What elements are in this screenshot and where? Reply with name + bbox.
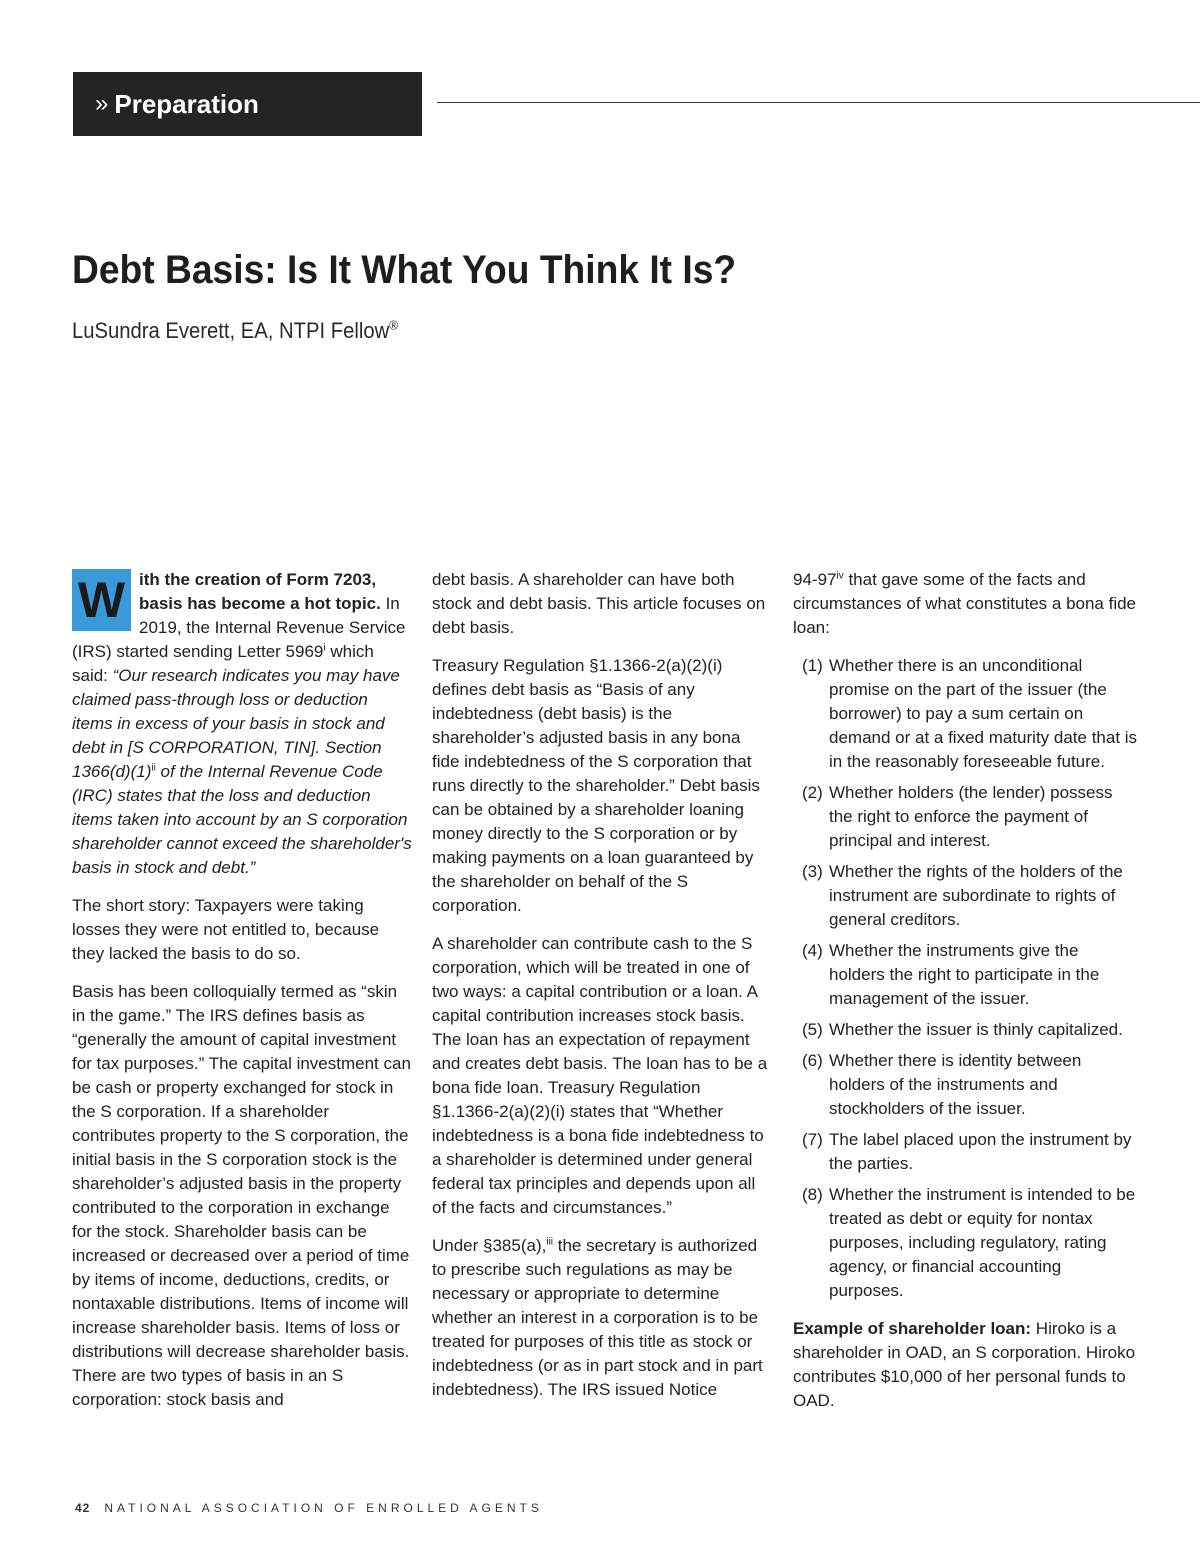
list-item: [793, 939, 1138, 1011]
example-paragraph: [793, 1317, 1138, 1413]
paragraph-text: that gave some of the facts and circumstances of what constitutes a bona fide loan:: [793, 570, 1137, 637]
list-text: The label placed upon the instrument by the parties.: [829, 1130, 1132, 1173]
section-tab: [73, 72, 422, 136]
paragraph-text: Under §385(a),: [432, 1236, 547, 1255]
paragraph-text: the secretary is authorized to prescribe such regulations as may be necessary or appropriate to determine whether an interest in a corporation is to be treated for purposes of this title as stock or indebtedness (or as in part stock and in part indebtedness). The IRS issued Notice: [432, 1236, 763, 1399]
list-text: Whether the rights of the holders of the instrument are subordinate to rights of general creditors.: [829, 862, 1123, 929]
lead-in: ith the creation of Form 7203, basis has become a hot topic.: [139, 570, 381, 613]
list-item: [793, 1183, 1138, 1303]
page-number: 42: [75, 1501, 91, 1515]
list-text: Whether the issuer is thinly capitalized.: [829, 1020, 1123, 1039]
list-item: [793, 860, 1138, 932]
publication-name: NATIONAL ASSOCIATION OF ENROLLED AGENTS: [104, 1501, 543, 1515]
column-1: [72, 568, 412, 1426]
list-number: (2): [802, 783, 823, 802]
example-text: Hiroko is a shareholder in OAD, an S corporation. Hiroko contributes $10,000 of her personal funds to OAD.: [793, 1319, 1136, 1410]
criteria-list: [793, 654, 1138, 1303]
header-rule: [437, 102, 1200, 103]
column-3: [793, 568, 1138, 1427]
intro-text: which said:: [72, 642, 374, 685]
footnote-ref: ii: [151, 762, 156, 774]
intro-text: In 2019, the Internal Revenue Service (IRS) started sending Letter 5969: [72, 594, 406, 661]
list-number: (8): [802, 1185, 823, 1204]
article-title: Debt Basis: Is It What You Think It Is?: [72, 248, 737, 292]
list-text: Whether the instrument is intended to be treated as debt or equity for nontax purposes, including regulatory, rating agency, or financial accounting purposes.: [829, 1185, 1136, 1300]
list-item: [793, 654, 1138, 774]
author-name: LuSundra Everett, EA, NTPI Fellow: [72, 318, 390, 343]
list-text: Whether there is an unconditional promise on the part of the issuer (the borrower) to pay a sum certain on demand or at a fixed maturity date that is in the reasonably foreseeable future.: [829, 656, 1138, 771]
paragraph-text: 94-97: [793, 570, 837, 589]
drop-cap: W: [72, 569, 131, 631]
letter-quote: of the Internal Revenue Code (IRC) states that the loss and deduction items taken into account by an S corporation shareholder cannot exceed the shareholder's basis in stock and debt.”: [72, 762, 412, 877]
footnote-ref: iii: [546, 1236, 554, 1248]
paragraph: Treasury Regulation §1.1366-2(a)(2)(i) defines debt basis as “Basis of any indebtedness (debt basis) is the shareholder’s adjusted basis in any bona fide indebtedness of the S corporation that runs directly to the shareholder.” Debt basis can be obtained by a shareholder loaning money directly to the S corporation or by making payments on a loan guaranteed by the shareholder on behalf of the S corporation.: [432, 656, 760, 915]
footnote-ref: iv: [836, 570, 844, 582]
paragraph-intro: [72, 568, 412, 880]
list-number: (5): [802, 1020, 823, 1039]
chevron-double-right-icon: »: [95, 90, 109, 117]
letter-quote: “Our research indicates you may have claimed pass-through loss or deduction items in excess of your basis in stock and debt in [S CORPORATION, TIN]. Section 1366(d)(1): [72, 666, 400, 781]
page-footer: [75, 1501, 543, 1515]
list-item: [793, 781, 1138, 853]
paragraph: [793, 568, 1138, 640]
list-text: Whether the instruments give the holders the right to participate in the management of the issuer.: [829, 941, 1100, 1008]
example-label: Example of shareholder loan:: [793, 1319, 1032, 1338]
list-number: (1): [802, 656, 823, 675]
footnote-ref: i: [323, 642, 326, 654]
paragraph: debt basis. A shareholder can have both stock and debt basis. This article focuses on debt basis.: [432, 570, 766, 637]
list-number: (6): [802, 1051, 823, 1070]
list-item: [793, 1018, 1138, 1042]
column-2: [432, 568, 772, 1416]
byline: [72, 316, 398, 346]
list-number: (3): [802, 862, 823, 881]
list-item: [793, 1128, 1138, 1176]
registered-mark: ®: [389, 317, 399, 333]
list-number: (4): [802, 941, 823, 960]
list-text: Whether holders (the lender) possess the right to enforce the payment of principal and interest.: [829, 783, 1113, 850]
section-label: Preparation: [114, 88, 259, 119]
list-item: [793, 1049, 1138, 1121]
paragraph: [432, 1234, 772, 1402]
paragraph: Basis has been colloquially termed as “skin in the game.” The IRS defines basis as “generally the amount of capital investment for tax purposes.” The capital investment can be cash or property exchanged for stock in the S corporation. If a shareholder contributes property to the S corporation, the initial basis in the S corporation stock is the shareholder’s adjusted basis in the property contributed to the corporation in exchange for the stock. Shareholder basis can be increased or decreased over a period of time by items of income, deductions, credits, or nontaxable distributions. Items of income will increase shareholder basis. Items of loss or distributions will decrease shareholder basis. There are two types of basis in an S corporation: stock basis and: [72, 982, 411, 1409]
paragraph: A shareholder can contribute cash to the S corporation, which will be treated in one of two ways: a capital contribution or a loan. A capital contribution increases stock basis. The loan has an expectation of repayment and creates debt basis. The loan has to be a bona fide loan. Treasury Regulation §1.1366-2(a)(2)(i) states that “Whether indebtedness is a bona fide indebtedness to a shareholder is determined under general federal tax principles and depends upon all of the facts and circumstances.”: [432, 934, 768, 1217]
paragraph: The short story: Taxpayers were taking losses they were not entitled to, because they lacked the basis to do so.: [72, 896, 380, 963]
list-number: (7): [802, 1130, 823, 1149]
list-text: Whether there is identity between holders of the instruments and stockholders of the issuer.: [829, 1051, 1082, 1118]
